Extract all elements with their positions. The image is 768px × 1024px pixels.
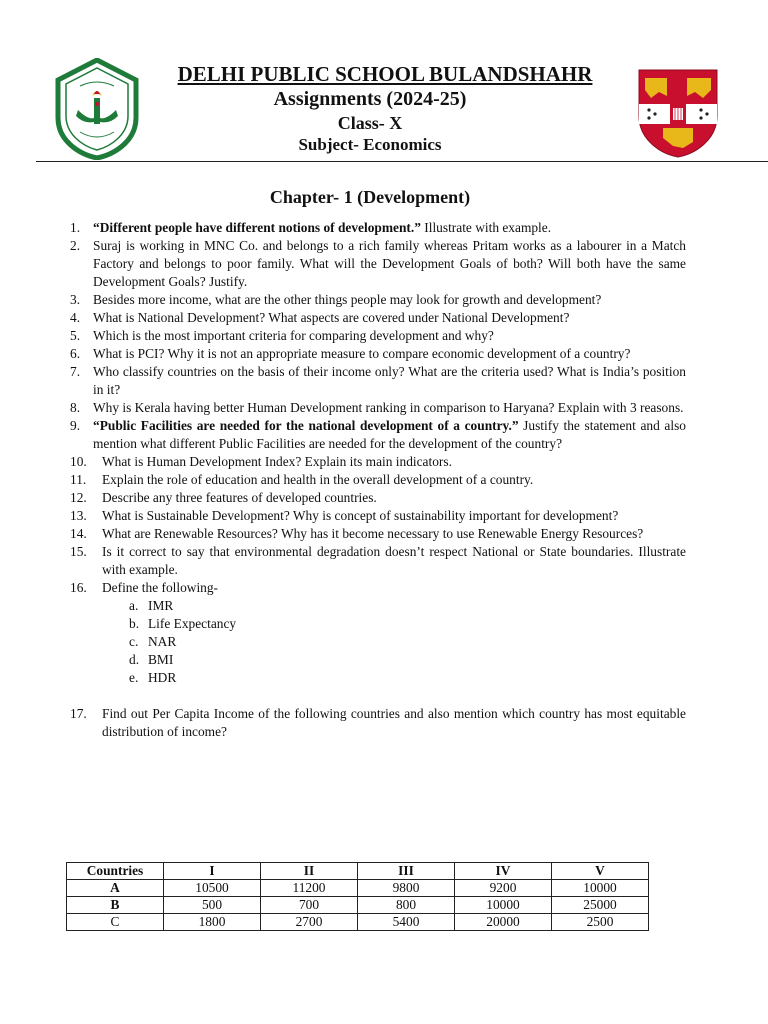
table-cell: 5400 — [358, 914, 455, 931]
question-item — [70, 489, 686, 507]
question-text: “Different people have different notions of development.” Illustrate with example. — [93, 220, 552, 235]
question-number: 13. — [70, 508, 87, 523]
table-header-cell: II — [261, 863, 358, 880]
question-item — [70, 525, 686, 543]
table-row — [67, 897, 649, 914]
question-text: What is Sustainable Development? Why is concept of sustainability important for development? — [102, 508, 619, 523]
table-row — [67, 914, 649, 931]
question-number: 3. — [70, 292, 81, 307]
table-cell: 10000 — [552, 880, 649, 897]
question-item — [70, 237, 686, 291]
question-text: Why is Kerala having better Human Development ranking in comparison to Haryana? Explain with 3 reasons. — [93, 400, 684, 415]
definition-letter: d. — [129, 652, 140, 667]
definition-text: IMR — [148, 598, 174, 613]
question-item — [70, 327, 686, 345]
table-row-label: A — [67, 880, 164, 897]
question-item — [70, 543, 686, 579]
table-cell: 2500 — [552, 914, 649, 931]
question-number: 1. — [70, 220, 81, 235]
question-item — [70, 579, 686, 597]
definition-item — [129, 651, 686, 669]
subject-label: Subject- Economics — [298, 135, 442, 154]
question-number: 4. — [70, 310, 81, 325]
question-number: 12. — [70, 490, 87, 505]
question-number: 8. — [70, 400, 81, 415]
question-text: Find out Per Capita Income of the following countries and also mention which country has most equitable distribution of income? — [102, 706, 686, 739]
question-text: Explain the role of education and health in the overall development of a country. — [102, 472, 534, 487]
table-cell: 9200 — [455, 880, 552, 897]
definition-item — [129, 615, 686, 633]
table-row-label: C — [67, 914, 164, 931]
question-item — [70, 453, 686, 471]
table-cell: 20000 — [455, 914, 552, 931]
definition-item — [129, 597, 686, 615]
definition-text: BMI — [148, 652, 174, 667]
definition-item — [129, 669, 686, 687]
definition-letter: b. — [129, 616, 140, 631]
definition-letter: e. — [129, 670, 139, 685]
table-header-cell: I — [164, 863, 261, 880]
table-cell: 800 — [358, 897, 455, 914]
question-text: Describe any three features of developed countries. — [102, 490, 377, 505]
page-header — [0, 0, 768, 165]
question-text: What are Renewable Resources? Why has it become necessary to use Renewable Energy Resources? — [102, 526, 644, 541]
table-cell: 11200 — [261, 880, 358, 897]
question-text: Which is the most important criteria for comparing development and why? — [93, 328, 494, 343]
question-text: Besides more income, what are the other things people may look for growth and development? — [93, 292, 602, 307]
definition-letter: c. — [129, 634, 139, 649]
question-text: What is Human Development Index? Explain its main indicators. — [102, 454, 452, 469]
question-text: Who classify countries on the basis of their income only? What are the criteria used? What is India’s position in it? — [93, 364, 686, 397]
table-cell: 500 — [164, 897, 261, 914]
definition-text: Life Expectancy — [148, 616, 237, 631]
question-number: 2. — [70, 238, 81, 253]
question-17 — [70, 705, 686, 741]
table-header-cell: V — [552, 863, 649, 880]
question-text: Suraj is working in MNC Co. and belongs to a rich family whereas Pritam works as a labourer in a Match Factory and belongs to poor family. What will the Development Goals of both? Will both have the same Development Goals? Justify. — [93, 238, 686, 289]
definition-text: NAR — [148, 634, 177, 649]
question-number: 11. — [70, 472, 87, 487]
question-item — [70, 291, 686, 309]
question-number: 7. — [70, 364, 81, 379]
dps-logo-icon — [50, 58, 144, 160]
question-number: 9. — [70, 418, 81, 433]
question-list — [70, 219, 686, 741]
question-emphasis: “Public Facilities are needed for the national development of a country.” — [93, 418, 519, 433]
question-text: Is it correct to say that environmental degradation doesn’t respect National or State boundaries. Illustrate with example. — [102, 544, 686, 577]
university-crest-icon — [637, 68, 719, 158]
question-item — [70, 417, 686, 453]
table-cell: 2700 — [261, 914, 358, 931]
definition-letter: a. — [129, 598, 139, 613]
definition-item — [129, 633, 686, 651]
table-header-cell: IV — [455, 863, 552, 880]
table-cell: 1800 — [164, 914, 261, 931]
question-number: 10. — [70, 454, 87, 469]
question-text: What is PCI? Why it is not an appropriate measure to compare economic development of a country? — [93, 346, 631, 361]
question-item — [70, 219, 686, 237]
question-number: 6. — [70, 346, 81, 361]
question-number: 15. — [70, 544, 87, 559]
table-cell: 9800 — [358, 880, 455, 897]
question-item — [70, 399, 686, 417]
table-cell: 10500 — [164, 880, 261, 897]
table-header-cell: III — [358, 863, 455, 880]
question-item — [70, 345, 686, 363]
question-item — [70, 363, 686, 399]
table-cell: 700 — [261, 897, 358, 914]
question-text: “Public Facilities are needed for the national development of a country.” Justify the statement and also mention what different Public Facilities are needed for the development of the country? — [93, 418, 686, 451]
question-item — [70, 309, 686, 327]
question-emphasis: “Different people have different notions of development.” — [93, 220, 421, 235]
school-name: DELHI PUBLIC SCHOOL BULANDSHAHR — [177, 62, 593, 86]
question-item — [70, 471, 686, 489]
table-header-cell: Countries — [67, 863, 164, 880]
question-number: 5. — [70, 328, 81, 343]
table-row-label: B — [67, 897, 164, 914]
assignments-title: Assignments (2024-25) — [273, 88, 467, 110]
question-text: What is National Development? What aspects are covered under National Development? — [93, 310, 570, 325]
question-number: 16. — [70, 580, 87, 595]
question-number: 14. — [70, 526, 87, 541]
header-divider — [36, 161, 768, 162]
table-cell: 10000 — [455, 897, 552, 914]
question-text: Define the following- — [102, 580, 219, 595]
chapter-title: Chapter- 1 (Development) — [269, 187, 471, 207]
income-table — [66, 862, 649, 931]
table-cell: 25000 — [552, 897, 649, 914]
class-label: Class- X — [337, 113, 403, 133]
table-row — [67, 880, 649, 897]
question-item — [70, 507, 686, 525]
definition-text: HDR — [148, 670, 177, 685]
question-number: 17. — [70, 706, 87, 721]
